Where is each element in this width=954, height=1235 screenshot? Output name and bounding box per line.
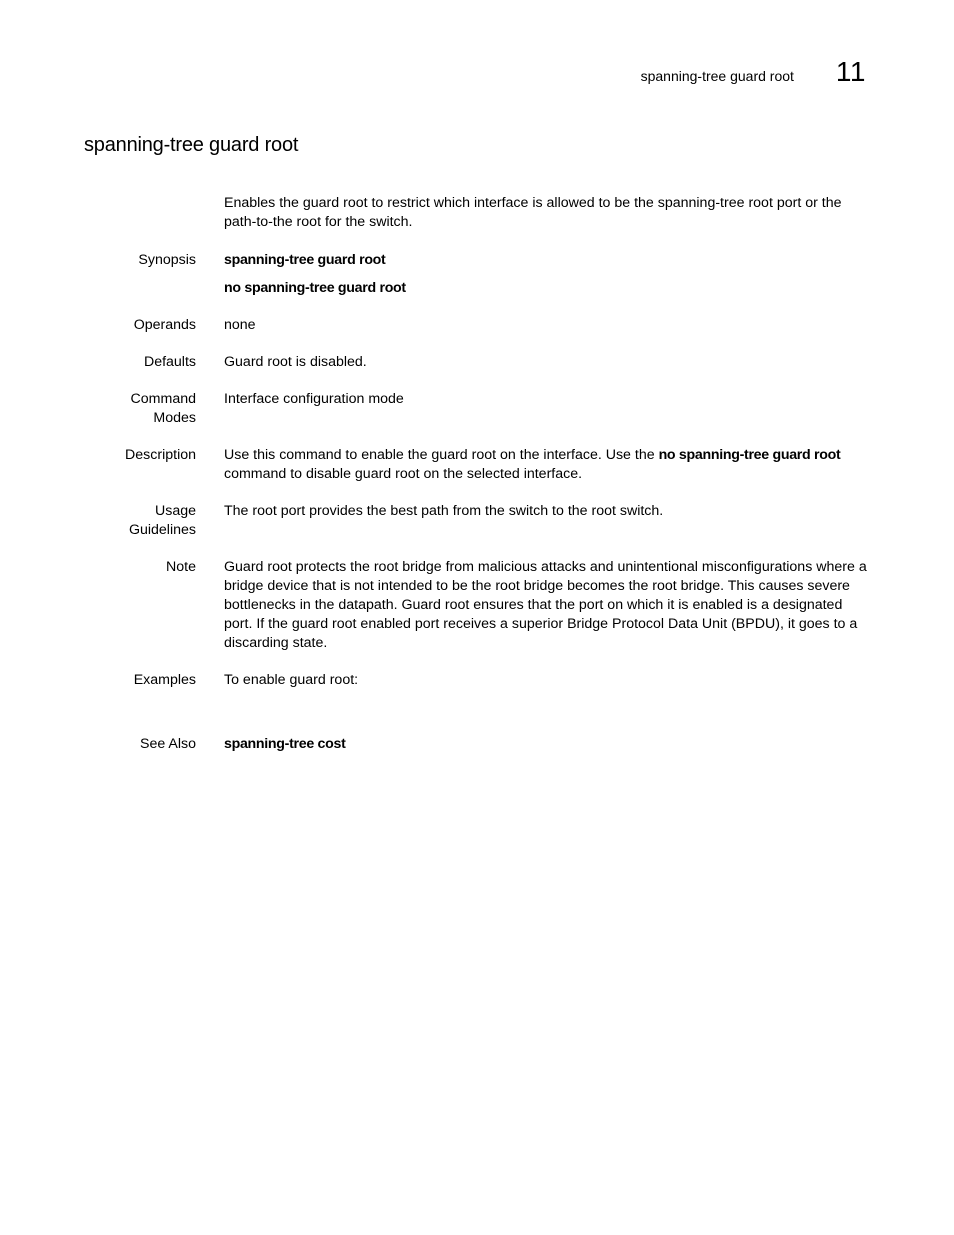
running-header [641, 56, 866, 88]
command-modes-label: Command Modes [130, 391, 196, 427]
note-label: Note [166, 559, 196, 576]
defaults-text: Guard root is disabled. [224, 354, 367, 371]
operands-label: Operands [133, 317, 196, 334]
defaults-section [0, 353, 954, 372]
see-also-section [0, 735, 954, 754]
intro-paragraph: Enables the guard root to restrict which interface is allowed to be the spanning-tree root port or the path-to-the root for the switch. [224, 195, 842, 231]
running-title: spanning-tree guard root [640, 68, 794, 84]
description-label: Description [125, 447, 196, 464]
usage-guidelines-text: The root port provides the best path from the switch to the root switch. [224, 503, 664, 520]
examples-label: Examples [133, 672, 196, 689]
command-modes-section [0, 390, 954, 428]
examples-section [0, 671, 954, 690]
synopsis-no-command: no spanning-tree guard root [224, 280, 406, 297]
note-text: Guard root protects the root bridge from malicious attacks and unintentional misconfigurations where a bridge device that is not intended to be the root bridge becomes the root bridge. This causes severe bottlenecks in the datapath. Guard root ensures that the port on which it is enabled is a designated port. If the guard root enabled port receives a superior Bridge Protocol Data Unit (BPDU), it goes to a discarding state. [224, 559, 867, 652]
usage-guidelines-section [0, 502, 954, 540]
description-text [224, 446, 870, 484]
chapter-number: 11 [835, 56, 866, 87]
see-also-label: See Also [139, 736, 196, 753]
usage-guidelines-label: Usage Guidelines [128, 503, 196, 539]
operands-section [0, 316, 954, 335]
command-reference-body [0, 180, 954, 772]
description-text-before: Use this command to enable the guard root on the interface. Use the [224, 447, 659, 464]
defaults-label: Defaults [143, 354, 196, 371]
note-section [0, 558, 954, 653]
command-modes-text: Interface configuration mode [224, 391, 404, 408]
see-also-link[interactable]: spanning-tree cost [224, 736, 346, 753]
examples-text: To enable guard root: [224, 672, 359, 689]
synopsis-command: spanning-tree guard root [224, 252, 386, 269]
synopsis-label: Synopsis [138, 252, 196, 269]
description-text-after: command to disable guard root on the selected interface. [224, 466, 583, 483]
description-command: no spanning-tree guard root [658, 447, 841, 464]
synopsis-body [224, 251, 870, 298]
description-section [0, 446, 954, 484]
synopsis-section [0, 251, 954, 298]
page-title: spanning-tree guard root [84, 134, 299, 156]
operands-text: none [224, 317, 256, 334]
